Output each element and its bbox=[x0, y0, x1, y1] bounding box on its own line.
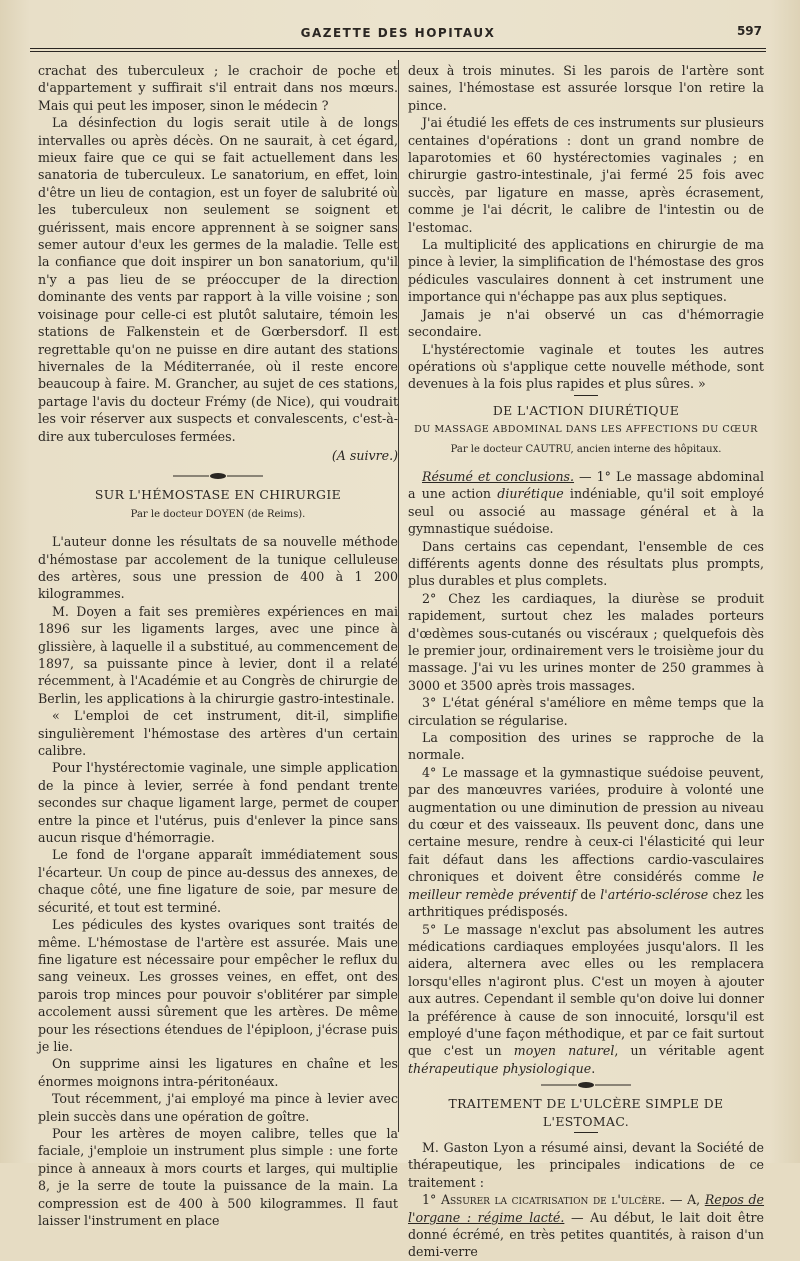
italic-run: le meilleur remède préventif bbox=[408, 869, 764, 902]
ornament-rule-icon bbox=[541, 1081, 631, 1089]
section-title: TRAITEMENT DE L'ULCÈRE SIMPLE DE L'ESTOMAC. bbox=[448, 1096, 724, 1129]
paragraph: 3° L'état général s'améliore en même temps que la circulation se régularise. bbox=[408, 695, 764, 728]
section-ornament bbox=[408, 1081, 764, 1089]
paragraph: « L'emploi de cet instrument, dit-il, simplifie singulièrement l'hémostase des artères d'un certain calibre. bbox=[38, 708, 398, 759]
right-column bbox=[408, 62, 764, 1261]
italic-run: l'artério-sclérose bbox=[600, 886, 709, 902]
italic-run: diurétique bbox=[497, 486, 564, 502]
paragraph: L'auteur donne les résultats de sa nouvelle méthode d'hémostase par accolement de la tunique celluleuse des artères, sous une pression de 400 à 1 200 kilogrammes. bbox=[38, 534, 398, 602]
paragraph: Pour les artères de moyen calibre, telles que la faciale, j'emploie un instrument plus simple : une forte pince à anneaux à mors courts et larges, qui multiplie 8, je la serre de toute la puissance de la main. La compression est de 400 à 500 kilogrammes. Il faut laisser l'instrument en place bbox=[38, 1125, 398, 1228]
text-run: de bbox=[576, 886, 601, 902]
paragraph bbox=[408, 1191, 764, 1261]
text-run: 4° Le massage et la gymnastique suédoise peuvent, par des manœuvres variées, produire à volonté une augmentation ou une diminution de pression au niveau du cœur et des vaisseaux. Ils peuvent donc, dans une certaine mesure, rendre à ceux-ci l'élasticité qui leur fait défaut dans les affections cardio-vasculaires chroniques et doivent être considérés comme bbox=[408, 764, 764, 885]
section-title: SUR L'HÉMOSTASE EN CHIRURGIE bbox=[94, 487, 342, 503]
paragraph: J'ai étudié les effets de ces instruments sur plusieurs centaines d'opérations : dont un grand nombre de laparotomies et 60 hystérectomies vaginales ; en chirurgie gastro-intestinale, j'ai fermé 25 fois avec succès, par ligature en masse, après écrasement, comme je l'ai décrit, le calibre de l'intestin ou de l'estomac. bbox=[408, 115, 764, 235]
column-divider bbox=[398, 60, 399, 1132]
run-in-heading: Résumé et conclusions. bbox=[422, 468, 575, 484]
italic-run: moyen naturel bbox=[513, 1043, 615, 1059]
paragraph: M. Doyen a fait ses premières expériences en mai 1896 sur les ligaments larges, avec une pince à glissière, à laquelle il a substitué, au commencement de 1897, sa puissante pince à levier, dont il a relaté récemment, à l'Académie et au Congrès de chirurgie de Berlin, les applications à la chirurgie gastro-intestinale. bbox=[38, 603, 398, 706]
italic-run: thérapeutique physiologique bbox=[408, 1060, 592, 1076]
paragraph bbox=[408, 468, 764, 538]
page-number: 597 bbox=[736, 24, 762, 38]
section-subtitle: DU MASSAGE ABDOMINAL DANS LES AFFECTIONS DU CŒUR bbox=[414, 424, 758, 436]
paragraph: Tout récemment, j'ai employé ma pince à levier avec plein succès dans une opération de goître. bbox=[38, 1091, 398, 1124]
text-run: . bbox=[591, 1060, 596, 1076]
left-column bbox=[38, 62, 398, 1229]
short-rule bbox=[574, 395, 598, 396]
paragraph: M. Gaston Lyon a résumé ainsi, devant la Société de thérapeutique, les principales indications de ce traitement : bbox=[408, 1139, 764, 1190]
section-ornament bbox=[38, 472, 398, 480]
paragraph: crachat des tuberculeux ; le crachoir de poche et d'appartement y suffirait s'il entrait dans nos mœurs. Mais qui peut les imposer, sinon le médecin ? bbox=[38, 63, 398, 113]
header-rule bbox=[30, 48, 766, 52]
paragraph: 2° Chez les cardiaques, la diurèse se produit rapidement, surtout chez les malades porteurs d'œdèmes sous-cutanés ou viscéraux ; quelquefois dès le premier jour, ordinairement vers le troisième jour du massage. J'ai vu les urines monter de 250 grammes à 3000 et 3500 après trois massages. bbox=[408, 590, 764, 693]
paragraph: Les pédicules des kystes ovariques sont traités de même. L'hémostase de l'artère est assurée. Mais une fine ligature est nécessaire pour empêcher le reflux du sang veineux. Les grosses veines, en effet, ont des parois trop minces pour pouvoir s'oblitérer par simple accolement aussi sûrement que les artères. De même pour les résections étendues de l'épiploon, j'écrase puis je lie. bbox=[38, 917, 398, 1054]
paragraph: Le fond de l'organe apparaît immédiatement sous l'écarteur. Un coup de pince au-dessus des annexes, de chaque côté, une fine ligature de soie, par mesure de sécurité, et tout est terminé. bbox=[38, 847, 398, 915]
paragraph: deux à trois minutes. Si les parois de l'artère sont saines, l'hémostase est assurée lorsque l'on retire la pince. bbox=[408, 63, 764, 113]
paragraph: La composition des urines se rapproche de la normale. bbox=[408, 730, 764, 763]
text-run: indéniable, qu'il soit employé seul ou associé au massage général et à la gymnastique suédoise. bbox=[408, 486, 764, 537]
paragraph bbox=[408, 921, 764, 1078]
paragraph: L'hystérectomie vaginale et toutes les autres opérations où s'applique cette nouvelle méthode, sont devenues à la fois plus rapides et plus sûres. » bbox=[408, 341, 764, 392]
text-run: , un véritable agent bbox=[614, 1043, 764, 1059]
continuation-note: (A suivre.) bbox=[331, 447, 398, 463]
journal-title: GAZETTE DES HOPITAUX bbox=[300, 26, 496, 40]
paragraph: Dans certains cas cependant, l'ensemble de ces différents agents donne des résultats plus prompts, plus durables et plus complets. bbox=[408, 538, 764, 589]
paragraph: La désinfection du logis serait utile à de longs intervalles ou après décès. On ne saurait, à cet égard, mieux faire que ce qui se fait actuellement dans les sanatoria de tuberculeux. Le sanatorium, en effet, loin d'être un lieu de contagion, est un foyer de salubrité où les tuberculeux non seulement se soignent et guérissent, mais encore apprennent à se soigner sans semer autour d'eux les germes de la maladie. Telle est la confiance que doit inspirer un bon sanatorium, qu'il n'y a pas lieu de se préoccuper de la direction dominante des vents par rapport à la ville voisine ; son voisinage pour celle-ci est plutôt salutaire, témoin les stations de Falkenstein et de Gœrbersdorf. Il est regrettable qu'on ne puisse en dire autant des stations hivernales de la Méditerranée, où il reste encore beaucoup à faire. M. Grancher, au sujet de ces stations, partage l'avis du docteur Frémy (de Nice), qui voudrait les voir réserver aux suspects et convalescents, c'est-à-dire aux tuberculoses fermées. bbox=[38, 115, 398, 444]
section-author: Par le docteur CAUTRU, ancien interne des hôpitaux. bbox=[450, 443, 722, 455]
text-run: — 1° Le massage abdominal a une action bbox=[408, 468, 765, 502]
ornament-rule-icon bbox=[173, 472, 263, 480]
short-rule bbox=[574, 1132, 598, 1133]
text-run: 5° Le massage n'exclut pas absolument les autres médications cardiaques employées jusqu'alors. Il les aidera, alternera avec elles ou les remplacera lorsqu'elles n'agiront plus. C'est un moyen à ajouter aux autres. Cependant il semble qu'on doive lui donner la préférence à cause de son innocuité, lorsqu'il est employé d'une façon méthodique, et par ce fait surtout que c'est un bbox=[408, 921, 764, 1059]
paragraph: Jamais je n'ai observé un cas d'hémorragie secondaire. bbox=[408, 306, 764, 340]
paragraph: Pour l'hystérectomie vaginale, une simple application de la pince à levier, serrée à fond pendant trente secondes sur chaque ligament large, permet de couper entre la pince et l'utérus, puis d'enlever la pince sans aucun risque d'hémorragie. bbox=[38, 760, 398, 846]
text-run: — A, bbox=[665, 1192, 705, 1208]
text-run: chez les arthritiques prédisposés. bbox=[408, 886, 765, 920]
small-caps-run: 1° Assurer la cicatrisation de l'ulcère. bbox=[422, 1192, 666, 1208]
page-header bbox=[30, 22, 766, 48]
paragraph bbox=[408, 764, 764, 921]
paragraph: On supprime ainsi les ligatures en chaîne et les énormes moignons intra-péritonéaux. bbox=[38, 1056, 398, 1089]
section-author: Par le docteur DOYEN (de Reims). bbox=[130, 508, 306, 520]
italic-run: Repos de l'organe : régime lacté. bbox=[408, 1192, 765, 1225]
text-run: — Au début, le lait doit être donné écrémé, en très petites quantités, à raison d'un demi-verre bbox=[408, 1209, 764, 1260]
section-title: DE L'ACTION DIURÉTIQUE bbox=[492, 402, 680, 418]
paragraph: La multiplicité des applications en chirurgie de ma pince à levier, la simplification de l'hémostase des gros pédicules vasculaires donnent à cet instrument une importance qui n'échappe pas aux plus septiques. bbox=[408, 237, 764, 305]
